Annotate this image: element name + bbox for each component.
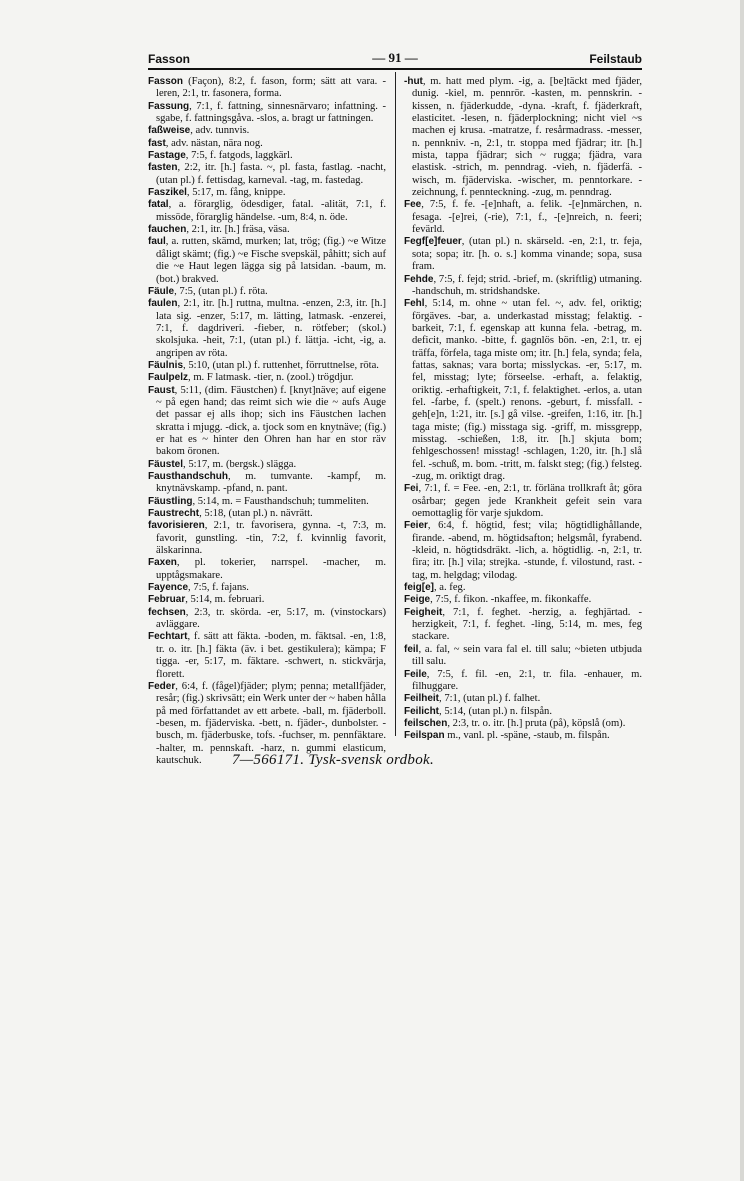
dictionary-entry: faßweise, adv. tunnvis. bbox=[148, 125, 250, 137]
entry-headword: Feige bbox=[404, 594, 431, 606]
entry-headword: Faulpelz bbox=[148, 372, 189, 384]
entry-headword: Fayence bbox=[148, 582, 189, 594]
header-rule bbox=[148, 68, 642, 70]
entry-headword: Feder bbox=[148, 680, 176, 692]
dictionary-entry: favorisieren, 2:1, tr. favorisera, gynna. -t, 7:3, m. favorit, gunstling. -tin, 7:2, f. kvinnlig favorit, älskarinna. bbox=[148, 520, 386, 557]
entry-headword: Fechtart bbox=[148, 631, 188, 643]
dictionary-entry: Faszikel, 5:17, m. fång, knippe. bbox=[148, 187, 286, 199]
column-divider bbox=[395, 72, 396, 736]
dictionary-entry: Fayence, 7:5, f. fajans. bbox=[148, 582, 249, 594]
entry-headword: Fei bbox=[404, 483, 419, 495]
dictionary-entry: Faust, 5:11, (dim. Fäustchen) f. [knyt]näve; auf eigene ~ på egen hand; das reimt sich wie die ~ aufs Auge det passar ej alls ihop; sich ins Fäustchen lachen skratta i mjugg. -dick, a. tjock som en knytnäve; (fig.) er hat es ~ hinter den Ohren han har en stor räv bakom öronen. bbox=[148, 384, 386, 458]
entry-headword: faulen bbox=[148, 298, 178, 310]
dictionary-entry: Fassung, 7:1, f. fattning, sinnesnärvaro; infattning. -sgabe, f. fattningsgåva. -slos, a. bragt ur fattningen. bbox=[148, 100, 386, 125]
dictionary-entry: Fechtart, f. sätt att fäkta. -boden, m. fäktsal. -en, 1:8, tr. o. itr. [h.] fäkta (äv. i bet. gestikulera); kämpa; F tigga. -er, 5:17, m. fäktare. -schwert, n. stickvärja, florett. bbox=[148, 631, 386, 680]
dictionary-entry: Fäustel, 5:17, m. (bergsk.) slägga. bbox=[148, 458, 297, 470]
entry-headword: Faszikel bbox=[148, 187, 187, 199]
dictionary-entry: Feder, 6:4, f. (fågel)fjäder; plym; penna; metallfjäder, resår; (fig.) skrivsätt; ein Werk unter der ~ haben hålla på med författandet av ett arbete. -ball, m. fjäderboll. -besen, m. fjäderviska. -bett, n. fjäder-, dunbolster. -busch, m. fjäderbuske, tofs. -fuchser, m. pennfäktare. -halter, m. pennskaft. -harz, n. gummi elasticum, kautschuk. bbox=[148, 680, 387, 766]
entry-headword: fasten bbox=[148, 162, 178, 174]
dictionary-entry: Feigheit, 7:1, f. feghet. -herzig, a. feghjärtad. -herzigkeit, 7:1, f. feghet. -ling, 5:14, m. mes, feg stackare. bbox=[404, 606, 642, 643]
dictionary-entry: Feilspan m., vanl. pl. -späne, -staub, m. filspån. bbox=[404, 730, 610, 742]
dictionary-entry: feilschen, 2:3, tr. o. itr. [h.] pruta (på), köpslå (om). bbox=[404, 717, 626, 729]
dictionary-entry: faulen, 2:1, itr. [h.] ruttna, multna. -enzen, 2:3, itr. [h.] lata sig. -enzer, 5:17, m. lätting, latmask. -enzerei, 7:1, f. dagdriveri. -fieber, n. rötfeber; (skol.) skolsjuka. -heit, 7:1, (utan pl.) f. lättja. -icht, -ig, a. angripen av röta. bbox=[148, 298, 386, 359]
dictionary-entry: Fastage, 7:5, f. fatgods, laggkärl. bbox=[148, 150, 293, 162]
dictionary-entry: -hut, m. hatt med plym. -ig, a. [be]täckt med fjäder, dunig. -kiel, m. pennrör. -kasten, m. pennskrin. -kissen, n. fjäderkudde, -dyna. -kraft, f. fjäderkraft, elasticitet. -lesen, n. fjäderplockning; nicht viel ~s machen ej krusa. -matratze, f. resårmadrass. -messer, n. pennkniv. -n, 2:1, tr. stoppa med fjädrar; itr. [h.] mista, tappa fjädrar; sich ~ rugga; fjädra, vara elastisk. -strich, m. penndrag. -vieh, n. fjäderfä. -wisch, m. fjäderviska. -wischer, m. penntorkare. -zeichnung, f. pennteckning. -zug, m. penndrag. bbox=[404, 76, 642, 199]
dictionary-entry: fauchen, 2:1, itr. [h.] fräsa, väsa. bbox=[148, 224, 290, 236]
entry-headword: fauchen bbox=[148, 224, 187, 236]
dictionary-entry: Fausthandschuh, m. tumvante. -kampf, m. knytnävskamp. -pfand, n. pant. bbox=[148, 471, 386, 495]
dictionary-entry: Feilheit, 7:1, (utan pl.) f. falhet. bbox=[404, 693, 541, 705]
entry-headword: -hut bbox=[404, 76, 423, 87]
right-column bbox=[404, 76, 642, 743]
dictionary-entry: Feilicht, 5:14, (utan pl.) n. filspån. bbox=[404, 705, 552, 717]
entry-headword: fast bbox=[148, 137, 166, 149]
entry-headword: Feier bbox=[404, 520, 428, 532]
entry-headword: Fausthandschuh bbox=[148, 471, 229, 482]
header-left-guideword: Fasson bbox=[148, 52, 191, 66]
entry-headword: favorisieren bbox=[148, 520, 205, 532]
page-edge bbox=[740, 0, 744, 1181]
entry-headword: Fäustling bbox=[148, 495, 193, 507]
entry-headword: Feilicht bbox=[404, 705, 440, 717]
page-footer: 7—566171. Tysk-svensk ordbok. bbox=[232, 752, 435, 768]
dictionary-entry: Faulpelz, m. F latmask. -tier, n. (zool.) trögdjur. bbox=[148, 372, 354, 384]
dictionary-entry: Feige, 7:5, f. fikon. -nkaffee, m. fikonkaffe. bbox=[404, 594, 592, 606]
entry-headword: Faust bbox=[148, 384, 175, 396]
dictionary-entry: Feile, 7:5, f. fil. -en, 2:1, tr. fila. -enhauer, m. filhuggare. bbox=[404, 668, 642, 692]
running-header bbox=[148, 50, 642, 70]
entry-headword: Fegf[e]feuer bbox=[404, 236, 462, 248]
dictionary-entry: fast, adv. nästan, nära nog. bbox=[148, 137, 263, 149]
entry-headword: Fastage bbox=[148, 150, 186, 162]
dictionary-entry: Fäustling, 5:14, m. = Fausthandschuh; tummeliten. bbox=[148, 495, 369, 507]
entry-headword: Fasson bbox=[148, 76, 184, 87]
entry-headword: feil bbox=[404, 643, 419, 655]
entry-headword: Feigheit bbox=[404, 606, 443, 618]
entry-headword: fechsen bbox=[148, 606, 186, 618]
dictionary-entry: feil, a. fal, ~ sein vara fal el. till salu; ~bieten utbjuda till salu. bbox=[404, 643, 642, 668]
header-right-guideword: Feilstaub bbox=[589, 52, 642, 66]
entry-headword: Feile bbox=[404, 668, 427, 680]
entry-headword: Februar bbox=[148, 594, 186, 606]
dictionary-entry: fatal, a. förarglig, ödesdiger, fatal. -alität, 7:1, f. missöde, förarglig händelse. -um, 8:4, n. öde. bbox=[148, 199, 386, 223]
dictionary-entry: Fegf[e]feuer, (utan pl.) n. skärseld. -en, 2:1, tr. feja, sota; sopa; itr. [h. o. s.] komma vinande; sopa, susa fram. bbox=[404, 236, 642, 273]
entry-headword: Faxen bbox=[148, 557, 177, 569]
dictionary-entry: Fei, 7:1, f. = Fee. -en, 2:1, tr. förläna trollkraft åt; göra osårbar; gegen jede Krankheit gefeit sein vara oemottaglig för varje sjukdom. bbox=[404, 483, 642, 520]
entry-headword: Feilspan bbox=[404, 730, 445, 742]
dictionary-entry: fechsen, 2:3, tr. skörda. -er, 5:17, m. (vinstockars) avläggare. bbox=[148, 606, 386, 631]
entry-headword: Fäustel bbox=[148, 458, 184, 470]
entry-headword: Fehde bbox=[404, 273, 434, 285]
entry-headword: Fassung bbox=[148, 100, 190, 112]
entry-headword: feilschen bbox=[404, 717, 448, 729]
entry-headword: Fehl bbox=[404, 298, 425, 310]
dictionary-entry: Fee, 7:5, f. fe. -[e]nhaft, a. felik. -[e]nmärchen, n. fesaga. -[e]rei, (-rie), 7:1, f., -[e]nreich, n. feeri; fevärld. bbox=[404, 199, 642, 236]
dictionary-entry: fasten, 2:2, itr. [h.] fasta. ~, pl. fasta, fastlag. -nacht, (utan pl.) f. fettisdag, karneval. -tag, m. fastedag. bbox=[148, 162, 386, 186]
entry-headword: Fee bbox=[404, 199, 422, 211]
dictionary-entry: Fäulnis, 5:10, (utan pl.) f. ruttenhet, förruttnelse, röta. bbox=[148, 359, 379, 371]
dictionary-entry: Feier, 6:4, f. högtid, fest; vila; högtidlighållande, firande. -abend, m. högtidsafton; helgsmål, fyrabend. -kleid, n. högtidsdräkt. -lich, a. högtidlig. -n, 2:1, tr. fira; itr. [h.] vila; strejka. -stunde, f. vilostund, rast. -tag, m. helgdag; vilodag. bbox=[404, 520, 642, 581]
dictionary-entry: Faxen, pl. tokerier, narrspel. -macher, m. upptågsmakare. bbox=[148, 557, 386, 581]
dictionary-entry: Fäule, 7:5, (utan pl.) f. röta. bbox=[148, 285, 268, 297]
entry-headword: faßweise bbox=[148, 125, 191, 137]
entry-headword: Fäule bbox=[148, 285, 175, 297]
dictionary-entry: faul, a. rutten, skämd, murken; lat, trög; (fig.) ~e Witze dåligt skämt; (fig.) ~e Fische svepskäl, påhitt; sich auf die ~e Haut legen lägga sig på latsidan. -baum, m. (bot.) brakved. bbox=[148, 236, 386, 285]
page-number: — 91 — bbox=[372, 50, 418, 65]
entry-headword: Faustrecht bbox=[148, 508, 200, 520]
entry-headword: fatal bbox=[148, 199, 169, 211]
entry-headword: Feilheit bbox=[404, 693, 440, 705]
dictionary-entry: Faustrecht, 5:18, (utan pl.) n. nävrätt. bbox=[148, 508, 313, 520]
dictionary-entry: Fasson (Façon), 8:2, f. fason, form; sätt att vara. -leren, 2:1, tr. fasonera, forma. bbox=[148, 76, 386, 100]
dictionary-entry: Fehde, 7:5, f. fejd; strid. -brief, m. (skriftlig) utmaning. -handschuh, m. stridshandske. bbox=[404, 273, 642, 297]
dictionary-entry: Februar, 5:14, m. februari. bbox=[148, 594, 265, 606]
entry-headword: Fäulnis bbox=[148, 359, 184, 371]
dictionary-entry: Fehl, 5:14, m. ohne ~ utan fel. ~, adv. fel, oriktig; förgäves. -bar, a. underkastad misstag; felaktig. -barkeit, 7:1, f. egenskap att kunna fela. -betrag, m. deficit, manko. -bitte, f. gagnlös bön. -en, 2:1, tr. ej träffa, förfela, taga miste om; itr. [h.] fela, synda; fela, fattas, saknas; vara borta; misslyckas. -er, 5:17, m. fel, misstag; lyte; förseelse. -erhaft, a. felaktig, oriktig. -erhaftigkeit, 7:1, f. felaktighet. -erlos, a. utan fel. -farbe, f. (spelt.) renons. -geburt, f. missfall. -geh[e]n, 1:21, itr. [s.] gå vilse. -greifen, 1:16, itr. [h.] taga miste; (fig.) misstaga sig. -griff, m. missgrepp, misstag. -schießen, 1:8, itr. [h.] skjuta bom; fehlgeschossen! misstag! -schlagen, 1:20, itr. [h.] slå fel. -schuß, m. bom. -tritt, m. falskt steg; (fig.) felsteg. -zug, m. oriktigt drag. bbox=[404, 298, 642, 482]
dictionary-entry: feig[e], a. feg. bbox=[404, 582, 466, 594]
entry-headword: feig[e] bbox=[404, 582, 434, 594]
left-column bbox=[148, 76, 386, 767]
entry-headword: faul bbox=[148, 236, 166, 248]
